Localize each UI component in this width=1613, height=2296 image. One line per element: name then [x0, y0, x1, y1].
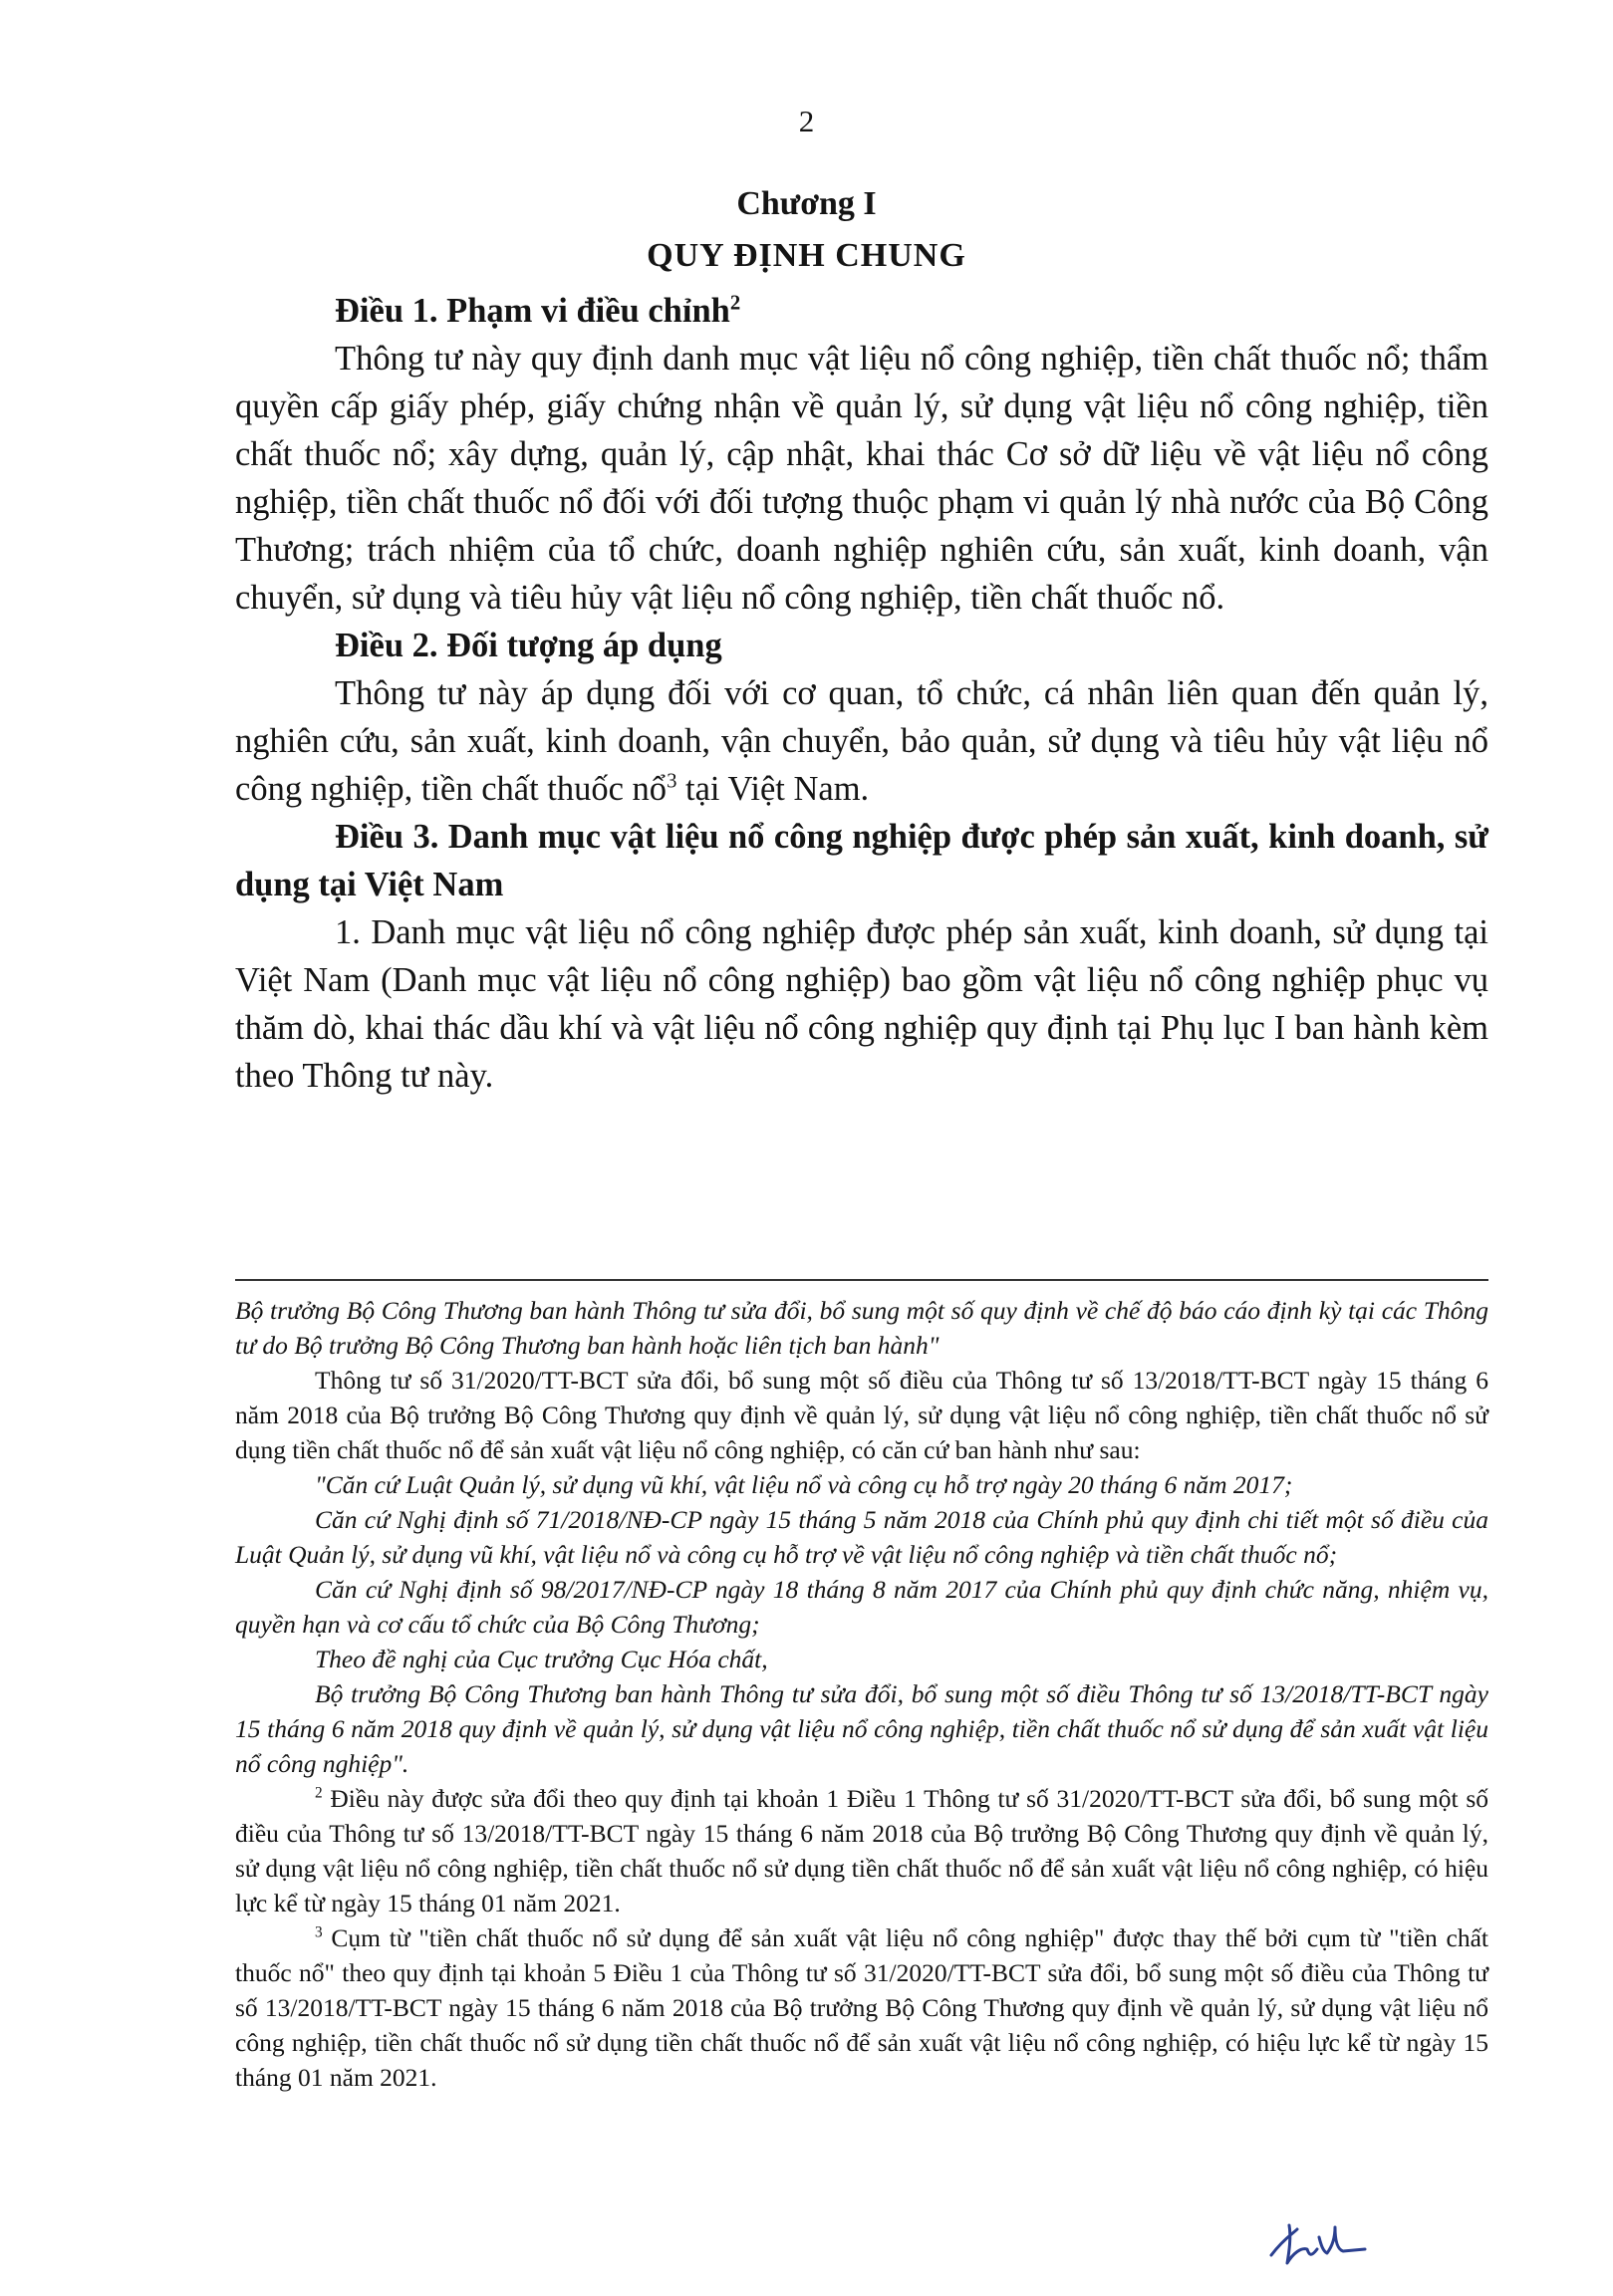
chapter-heading: Chương I — [736, 185, 877, 222]
footnote-basis-1: "Căn cứ Luật Quản lý, sử dụng vũ khí, vật liệu nổ và công cụ hỗ trợ ngày 20 tháng 6 năm 2017; — [315, 1470, 1293, 1499]
footnote-basis-3: Căn cứ Nghị định số 98/2017/NĐ-CP ngày 18 tháng 8 năm 2017 của Chính phủ quy định chức năng, nhiệm vụ, quyền hạn và cơ cấu tổ chức của Bộ Công Thương; — [235, 1575, 1488, 1639]
footnotes — [235, 1293, 1488, 2095]
chapter-title: QUY ĐỊNH CHUNG — [647, 237, 966, 274]
article-1-text: Thông tư này quy định danh mục vật liệu nổ công nghiệp, tiền chất thuốc nổ; thẩm quyền cấp giấy phép, giấy chứng nhận về quản lý, sử dụng vật liệu nổ công nghiệp, tiền chất thuốc nổ; xây dựng, quản lý, cập nhật, khai thác Cơ sở dữ liệu về vật liệu nổ công nghiệp, tiền chất thuốc nổ đối với đối tượng thuộc phạm vi quản lý nhà nước của Bộ Công Thương; trách nhiệm của tổ chức, doanh nghiệp nghiên cứu, sản xuất, kinh doanh, vận chuyển, sử dụng và tiêu hủy vật liệu nổ công nghiệp, tiền chất thuốc nổ. — [235, 340, 1488, 617]
footnote-3: $^3$ Cụm từ "tiền chất thuốc nổ sử dụng để sản xuất vật liệu nổ công nghiệp" được thay thế bởi cụm từ "tiền chất thuốc nổ" theo quy định tại khoản 5 Điều 1 của Thông tư số 31/2020/TT-BCT sửa đổi, bổ sung một số điều của Thông tư số 13/2018/TT-BCT ngày 15 tháng 6 năm 2018 của Bộ trưởng Bộ Công Thương quy định về quản lý, sử dụng vật liệu nổ công nghiệp, tiền chất thuốc nổ sử dụng tiền chất thuốc nổ để sản xuất vật liệu nổ công nghiệp, có hiệu lực kể từ ngày 15 tháng 01 năm 2021. — [235, 1923, 1488, 2092]
page-number: 2 — [798, 104, 815, 138]
main-body — [235, 287, 1488, 1100]
article-3-item-1: 1. Danh mục vật liệu nổ công nghiệp được phép sản xuất, kinh doanh, sử dụng tại Việt Nam (Danh mục vật liệu nổ công nghiệp) bao gồm vật liệu nổ công nghiệp phục vụ thăm dò, khai thác dầu khí và vật liệu nổ công nghiệp quy định tại Phụ lục I ban hành kèm theo Thông tư này. — [235, 913, 1488, 1095]
footnote-2: $^2$ Điều này được sửa đổi theo quy định tại khoản 1 Điều 1 Thông tư số 31/2020/TT-BCT sửa đổi, bổ sung một số điều của Thông tư số 13/2018/TT-BCT ngày 15 tháng 6 năm 2018 của Bộ trưởng Bộ Công Thương quy định về quản lý, sử dụng vật liệu nổ công nghiệp, tiền chất thuốc nổ sử dụng tiền chất thuốc nổ để sản xuất vật liệu nổ công nghiệp, có hiệu lực kể từ ngày 15 tháng 01 năm 2021. — [235, 1784, 1488, 1917]
footnote-tt31-intro: Thông tư số 31/2020/TT-BCT sửa đổi, bổ sung một số điều của Thông tư số 13/2018/TT-BCT ngày 15 tháng 6 năm 2018 của Bộ trưởng Bộ Công Thương quy định về quản lý, sử dụng vật liệu nổ công nghiệp, tiền chất thuốc nổ sử dụng tiền chất thuốc nổ để sản xuất vật liệu nổ công nghiệp, có căn cứ ban hành như sau: — [235, 1366, 1488, 1464]
footnote-basis-2: Căn cứ Nghị định số 71/2018/NĐ-CP ngày 15 tháng 5 năm 2018 của Chính phủ quy định chi tiết một số điều của Luật Quản lý, sử dụng vũ khí, vật liệu nổ và công cụ hỗ trợ về vật liệu nổ công nghiệp và tiền chất thuốc nổ; — [235, 1505, 1488, 1569]
article-2-text: Thông tư này áp dụng đối với cơ quan, tổ chức, cá nhân liên quan đến quản lý, nghiên cứu, sản xuất, kinh doanh, vận chuyển, bảo quản, sử dụng và tiêu hủy vật liệu nổ công nghiệp, tiền chất thuốc nổ$^3$ tại Việt Nam. — [235, 674, 1488, 808]
footnote-basis-4: Theo đề nghị của Cục trưởng Cục Hóa chất, — [315, 1645, 768, 1673]
footnote-ref-3: 3 — [667, 770, 677, 793]
footnote-basis-5: Bộ trưởng Bộ Công Thương ban hành Thông tư sửa đổi, bổ sung một số điều Thông tư số 13/2018/TT-BCT ngày 15 tháng 6 năm 2018 quy định về quản lý, sử dụng vật liệu nổ công nghiệp, tiền chất thuốc nổ sử dụng để sản xuất vật liệu nổ công nghiệp". — [235, 1679, 1488, 1778]
footnote-ref-2: 2 — [729, 292, 741, 315]
footnote-continuation: Bộ trưởng Bộ Công Thương ban hành Thông tư sửa đổi, bổ sung một số quy định về chế độ báo cáo định kỳ tại các Thông tư do Bộ trưởng Bộ Công Thương ban hành hoặc liên tịch ban hành" — [235, 1296, 1488, 1360]
footnote-2-mark: 2 — [315, 1784, 323, 1802]
article-1-heading: Điều 1. Phạm vi điều chỉnh$^2$ — [335, 292, 741, 330]
article-2-heading: Điều 2. Đối tượng áp dụng — [335, 627, 722, 664]
signature-initials — [1263, 2219, 1373, 2269]
footnote-3-mark: 3 — [315, 1923, 323, 1941]
article-3-heading: Điều 3. Danh mục vật liệu nổ công nghiệp được phép sản xuất, kinh doanh, sử dụng tại Việt Nam — [235, 818, 1488, 903]
footnote-divider — [235, 1279, 1488, 1281]
